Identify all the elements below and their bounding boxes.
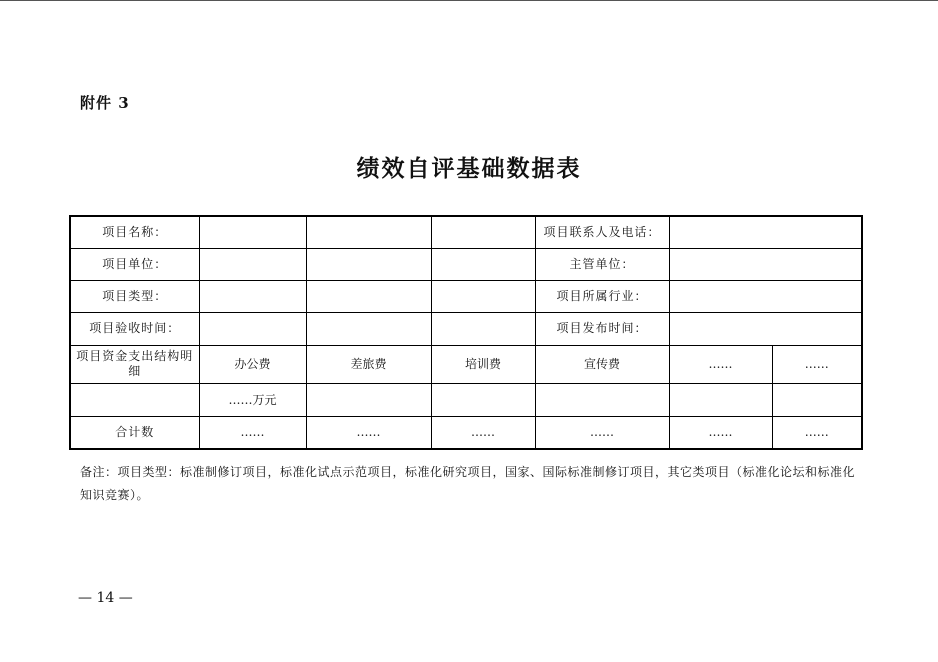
data-table — [69, 215, 863, 450]
project-type-cell-3[interactable] — [431, 281, 535, 313]
release-time-label: 项目发布时间： — [535, 313, 669, 345]
release-time-value-cell[interactable] — [669, 313, 862, 345]
project-name-cell-3[interactable] — [431, 216, 535, 248]
page-title: 绩效自评基础数据表 — [356, 155, 582, 182]
expense-other-2-value[interactable] — [772, 383, 862, 416]
expense-category-travel: 差旅费 — [306, 345, 431, 383]
total-other-1[interactable]: …… — [669, 417, 772, 449]
expense-category-other-2: …… — [772, 345, 862, 383]
expense-category-office: 办公费 — [199, 345, 306, 383]
table-row — [70, 313, 862, 345]
table-row — [70, 383, 862, 416]
expense-structure-label: 项目资金支出结构明细 — [70, 345, 199, 383]
table-row — [70, 248, 862, 280]
remark-note: 备注：项目类型：标准制修订项目，标准化试点示范项目，标准化研究项目，国家、国际标准制修订项目，其它类项目（标准化论坛和标准化知识竞赛）。 — [80, 465, 856, 502]
project-name-cell-1[interactable] — [199, 216, 306, 248]
expense-category-other-1: …… — [669, 345, 772, 383]
project-unit-cell-1[interactable] — [199, 248, 306, 280]
acceptance-time-cell-2[interactable] — [306, 313, 431, 345]
industry-label: 项目所属行业： — [535, 281, 669, 313]
total-other-2[interactable]: …… — [772, 417, 862, 449]
total-publicity[interactable]: …… — [535, 417, 669, 449]
table-row — [70, 216, 862, 248]
project-unit-cell-2[interactable] — [306, 248, 431, 280]
total-label: 合计数 — [70, 417, 199, 449]
contact-value-cell[interactable] — [669, 216, 862, 248]
project-type-cell-1[interactable] — [199, 281, 306, 313]
acceptance-time-cell-1[interactable] — [199, 313, 306, 345]
expense-publicity-value[interactable] — [535, 383, 669, 416]
industry-value-cell[interactable] — [669, 281, 862, 313]
expense-other-1-value[interactable] — [669, 383, 772, 416]
expense-row-label-cell — [70, 383, 199, 416]
project-type-label: 项目类型： — [70, 281, 199, 313]
table-row — [70, 345, 862, 383]
supervisor-unit-value-cell[interactable] — [669, 248, 862, 280]
contact-label: 项目联系人及电话： — [535, 216, 669, 248]
top-border-line — [0, 0, 938, 1]
supervisor-unit-label: 主管单位： — [535, 248, 669, 280]
project-name-cell-2[interactable] — [306, 216, 431, 248]
expense-travel-value[interactable] — [306, 383, 431, 416]
total-travel[interactable]: …… — [306, 417, 431, 449]
expense-category-publicity: 宣传费 — [535, 345, 669, 383]
project-type-cell-2[interactable] — [306, 281, 431, 313]
table-row — [70, 417, 862, 449]
page-number: — 14 — — [78, 590, 133, 606]
acceptance-time-label: 项目验收时间： — [70, 313, 199, 345]
project-name-label: 项目名称： — [70, 216, 199, 248]
total-training[interactable]: …… — [431, 417, 535, 449]
expense-office-value[interactable]: ……万元 — [199, 383, 306, 416]
acceptance-time-cell-3[interactable] — [431, 313, 535, 345]
table-row — [70, 281, 862, 313]
expense-category-training: 培训费 — [431, 345, 535, 383]
total-office[interactable]: …… — [199, 417, 306, 449]
expense-training-value[interactable] — [431, 383, 535, 416]
project-unit-cell-3[interactable] — [431, 248, 535, 280]
attachment-label: 附件 3 — [80, 94, 130, 112]
project-unit-label: 项目单位： — [70, 248, 199, 280]
